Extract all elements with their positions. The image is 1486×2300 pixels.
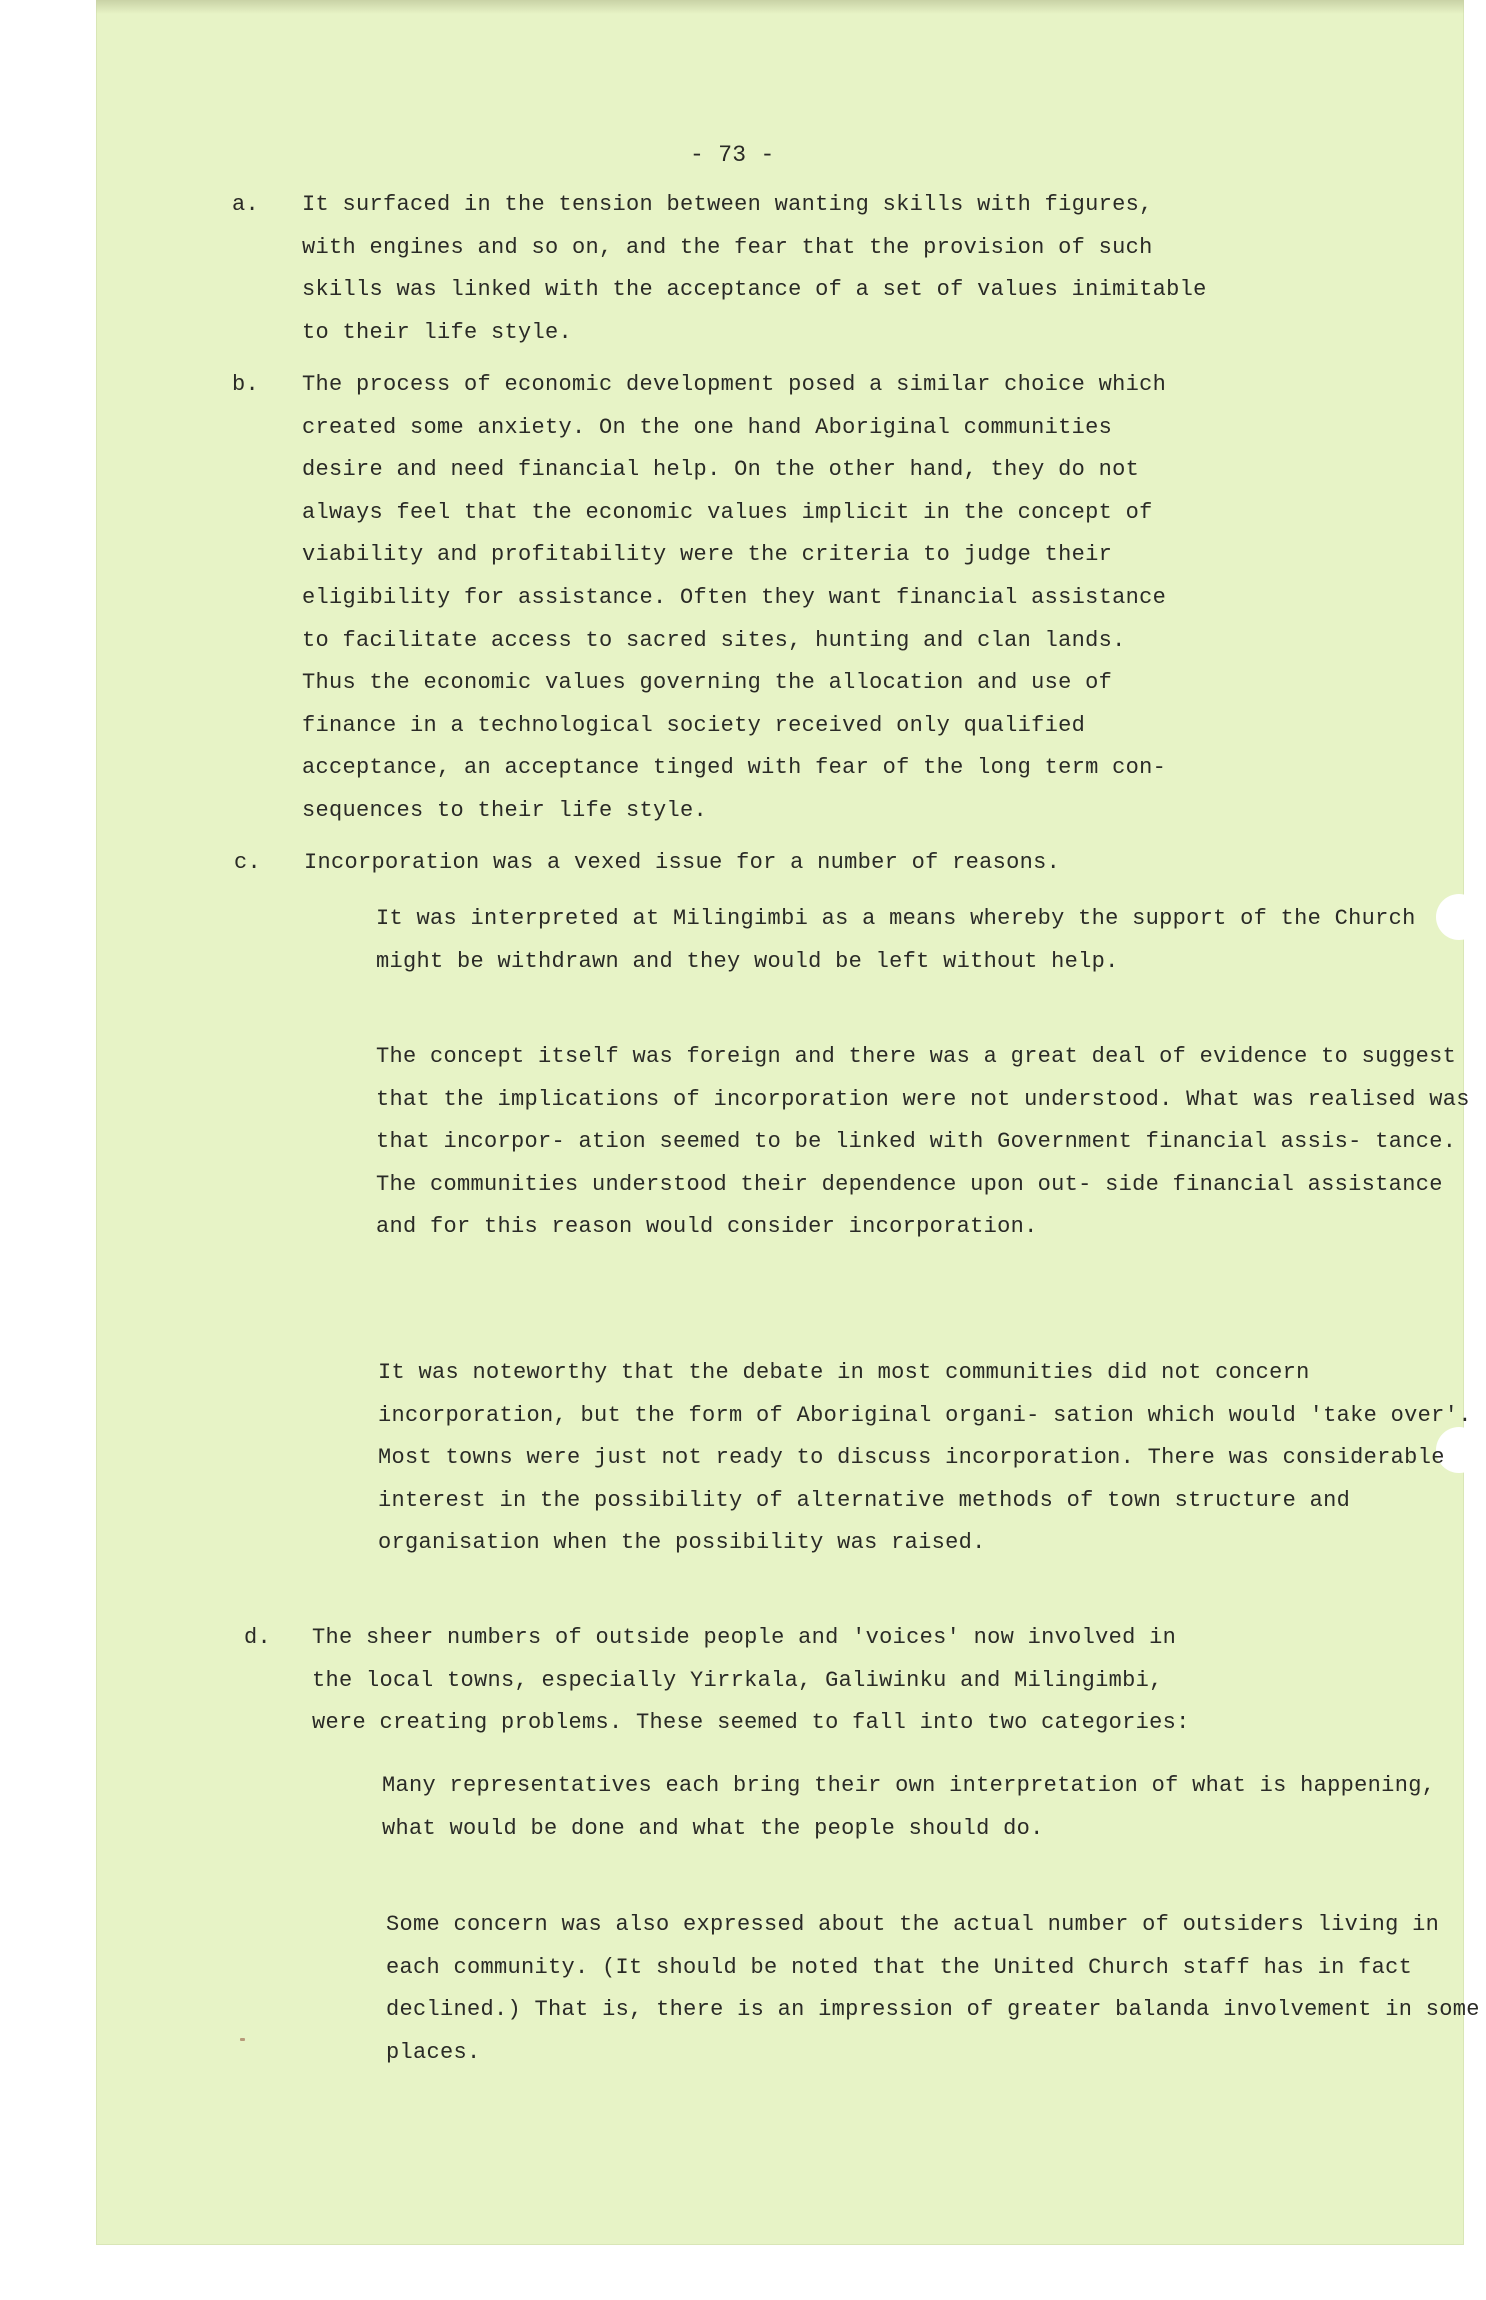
text-line: of evidence to suggest that the implications of incorporation [376, 1044, 1457, 1112]
item-d-subparagraph-2 [386, 1904, 1486, 2074]
text-line: desire and need financial help. On the other hand, they do not [302, 457, 1140, 483]
list-item-b [232, 364, 1166, 833]
text-line: interest in the possibility of alternative methods of town [378, 1487, 1162, 1513]
list-item-a [232, 184, 1207, 354]
text-line: skills was linked with the acceptance of a set of values inimitable [302, 277, 1207, 303]
item-b-paragraph [302, 364, 1166, 833]
text-line: It surfaced in the tension between wanting skills with figures, [302, 192, 1153, 217]
text-line: incorporation. [848, 1214, 1038, 1240]
item-letter: d. [244, 1625, 272, 1650]
text-line: left without help. [875, 948, 1119, 974]
text-line: outsiders living in each community. (It should be noted [386, 1912, 1440, 1980]
text-line: acceptance, an acceptance tinged with fear of the long term con- [302, 755, 1167, 781]
text-line: ready to discuss incorporation. There was considerable [715, 1445, 1445, 1471]
text-line: what is happening, what would be done and what the people [382, 1773, 1436, 1841]
item-a-paragraph [302, 184, 1207, 354]
text-line: were creating problems. These seemed to fall into two categories: [312, 1710, 1190, 1736]
text-line: It was interpreted at Milingimbi as a means whereby the [376, 906, 1119, 931]
text-line: with engines and so on, and the fear that the provision of such [302, 234, 1153, 260]
text-line: structure and organisation when the possibility was raised. [378, 1487, 1351, 1556]
text-line: Some concern was also expressed about the actual number of [386, 1912, 1170, 1937]
text-line: eligibility for assistance. Often they want financial assistance [302, 584, 1167, 610]
text-line: The process of economic development posed a similar choice which [302, 372, 1167, 397]
item-c-subparagraph-2 [376, 1036, 1486, 1249]
text-line: The sheer numbers of outside people and 'voices' now involved in [312, 1625, 1177, 1650]
text-line: tance. The communities understood their dependence upon out- [376, 1129, 1457, 1197]
text-line: that the United Church staff has in fact declined.) That [386, 1954, 1413, 2023]
text-line: Incorporation was a vexed issue for a number of reasons. [304, 850, 1061, 875]
page-number: - 73 - [690, 142, 775, 168]
item-d-subparagraph-1 [382, 1765, 1486, 1850]
item-letter: b. [232, 372, 260, 397]
text-line: in some places. [386, 1997, 1480, 2065]
item-c-paragraph [304, 842, 1060, 885]
text-line: the local towns, especially Yirrkala, Galiwinku and Milingimbi, [312, 1667, 1163, 1693]
list-item-d [244, 1617, 1190, 1745]
text-line: It was noteworthy that the debate in most communities did not [378, 1360, 1202, 1385]
item-c-subparagraph-3 [378, 1352, 1486, 1565]
item-d-paragraph [312, 1617, 1190, 1745]
text-line: should do. [908, 1815, 1044, 1841]
text-line: viability and profitability were the criteria to judge their [302, 542, 1113, 568]
item-c-subparagraph-1 [376, 898, 1486, 983]
text-line: concern incorporation, but the form of Aboriginal organi- [378, 1360, 1310, 1428]
text-line: Many representatives each bring their own interpretation of [382, 1773, 1179, 1798]
text-line: to their life style. [302, 319, 573, 345]
text-line: is, there is an impression of greater balanda involvement [602, 1997, 1372, 2023]
text-line: The concept itself was foreign and there was a great deal [376, 1044, 1146, 1069]
text-line: to facilitate access to sacred sites, hunting and clan lands. [302, 627, 1126, 653]
text-line: created some anxiety. On the one hand Aboriginal communities [302, 414, 1113, 440]
text-line: ation seemed to be linked with Government financial assis- [578, 1129, 1362, 1155]
paper-speck [240, 2038, 245, 2041]
text-line: Thus the economic values governing the allocation and use of [302, 670, 1113, 696]
item-letter: c. [234, 850, 262, 875]
text-line: support of the Church might be withdrawn and they would be [376, 906, 1416, 974]
text-line: were not understood. What was realised was that incorpor- [376, 1086, 1470, 1155]
page-top-edge [96, 0, 1464, 14]
text-line: sequences to their life style. [302, 797, 708, 823]
text-line: side financial assistance and for this reason would consider [376, 1171, 1443, 1240]
text-line: finance in a technological society received only qualified [302, 712, 1086, 738]
text-line: sation which would 'take over'. Most towns were just not [378, 1402, 1472, 1471]
item-letter: a. [232, 192, 260, 217]
list-item-c [234, 842, 1060, 885]
text-line: always feel that the economic values implicit in the concept of [302, 499, 1153, 525]
